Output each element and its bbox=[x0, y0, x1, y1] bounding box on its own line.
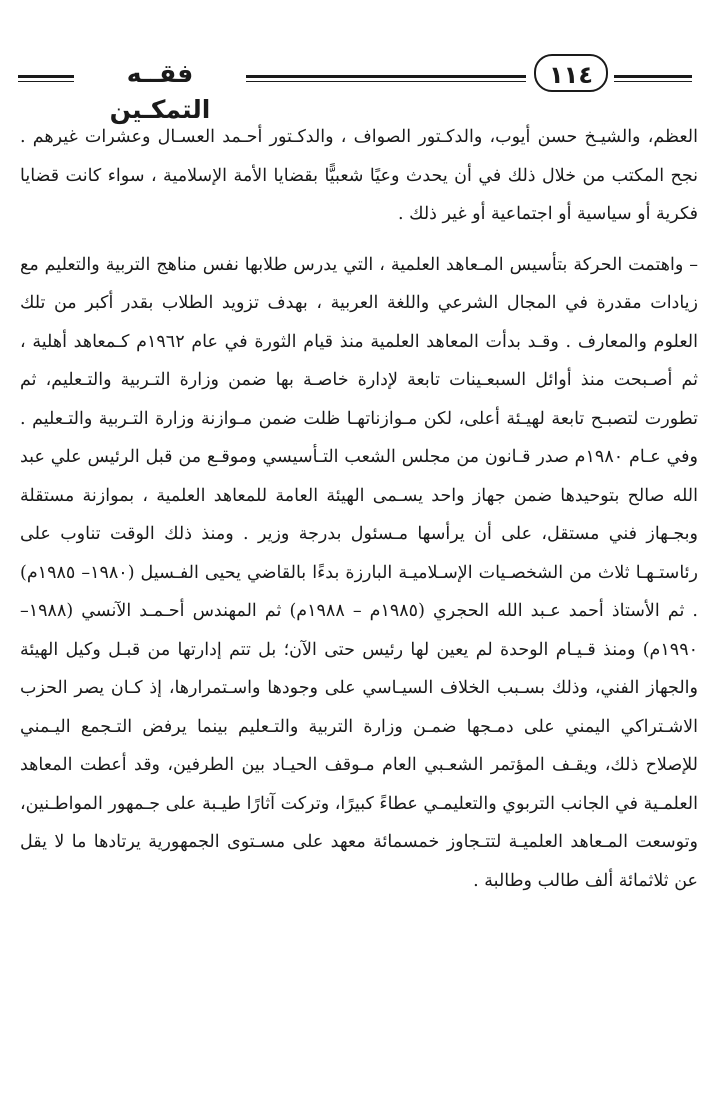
book-title: فقــه التمكـين bbox=[109, 59, 211, 124]
page-body bbox=[20, 118, 698, 900]
header-rule-right bbox=[614, 75, 692, 78]
page-header bbox=[14, 52, 690, 124]
paragraph: العظم، والشيـخ حسن أيوب، والدكـتور الصواف ، والدكـتور أحـمد العسـال وعشرات غيرهم . نجح المكتب من خلال ذلك في أن يحدث وعيًا شعبيًّا بقضايا الأمة الإسلامية ، سواء كانت قضايا فكرية أو سياسية أو اجتماعية أو غير ذلك . bbox=[20, 127, 698, 224]
page-number: ١١٤ bbox=[534, 54, 608, 92]
header-rule-middle bbox=[246, 75, 526, 78]
header-rule-left bbox=[18, 75, 74, 78]
paragraph: – واهتمت الحركة بتأسيس المـعاهد العلمية ، التي يدرس طلابها نفس مناهج التربية والتعليم مع زيادات مقدرة في المجال الشرعي واللغة العربية ، بهدف تزويد الطلاب بقدر أكبر من تلك العلوم والمعارف . وقـد بدأت المعاهد العلمية منذ قيام الثورة في عام ١٩٦٢م كـمعاهد أهلية ، ثم أصـبحت منذ أوائل السبعـينات تابعة لإدارة خاصـة بها ضمن وزارة التـربية والتـعليم، ثم تطورت لتصبـح تابعة لهيـئة أعلى، لكن مـوازناتهـا ظلت ضمن مـوازنة وزارة التـربية والتـعليم . وفي عـام ١٩٨٠م صدر قـانون من مجلس الشعب التـأسيسي وموقـع من قبل الرئيس علي عبد الله صالح بتوحيدها ضمن جهاز واحد يسـمى الهيئة العامة للمعاهد العلمية ، بموازنة مستقلة وبجـهاز فني مستقل، على أن يرأسها مـسئول بدرجة وزير . ومنذ ذلك الوقت تناوب على رئاستـهـا ثلاث من الشخصـيات الإسـلاميـة البارزة بدءًا بالقاضي يحيى الفـسيل (١٩٨٠– ١٩٨٥م) . ثم الأستاذ أحمد عـبد الله الحجري (١٩٨٥م – ١٩٨٨م) ثم المهندس أحـمـد الآنسي (١٩٨٨– ١٩٩٠م) ومنذ قـيـام الوحدة لم يعين لها رئيس حتى الآن؛ بل تتم إدارتها من قبـل وكيل الهيئة والجهاز الفني، وذلك بسـبب الخلاف السيـاسي على وجودها واسـتمرارها، إذ كـان يصر الحزب الاشـتراكي اليمني على دمـجها ضمـن وزارة التربية والتـعليم بينما يرفض التـجمع اليـمني للإصلاح ذلك، ويقـف المؤتمر الشعـبي العام مـوقف الحيـاد بين الطرفين، وقد أعطت المعاهد العلمـية في الجانب التربوي والتعليمـي عطاءً كبيرًا، وتركت آثارًا طيـبة على جـمهور المواطـنين، وتوسعت المـعاهد العلميـة لتتـجاوز خمسمائة معهد على مسـتوى الجمهورية يرتادها ما لا يقل عن ثلاثمائة ألف طالب وطالبة . bbox=[20, 254, 698, 891]
